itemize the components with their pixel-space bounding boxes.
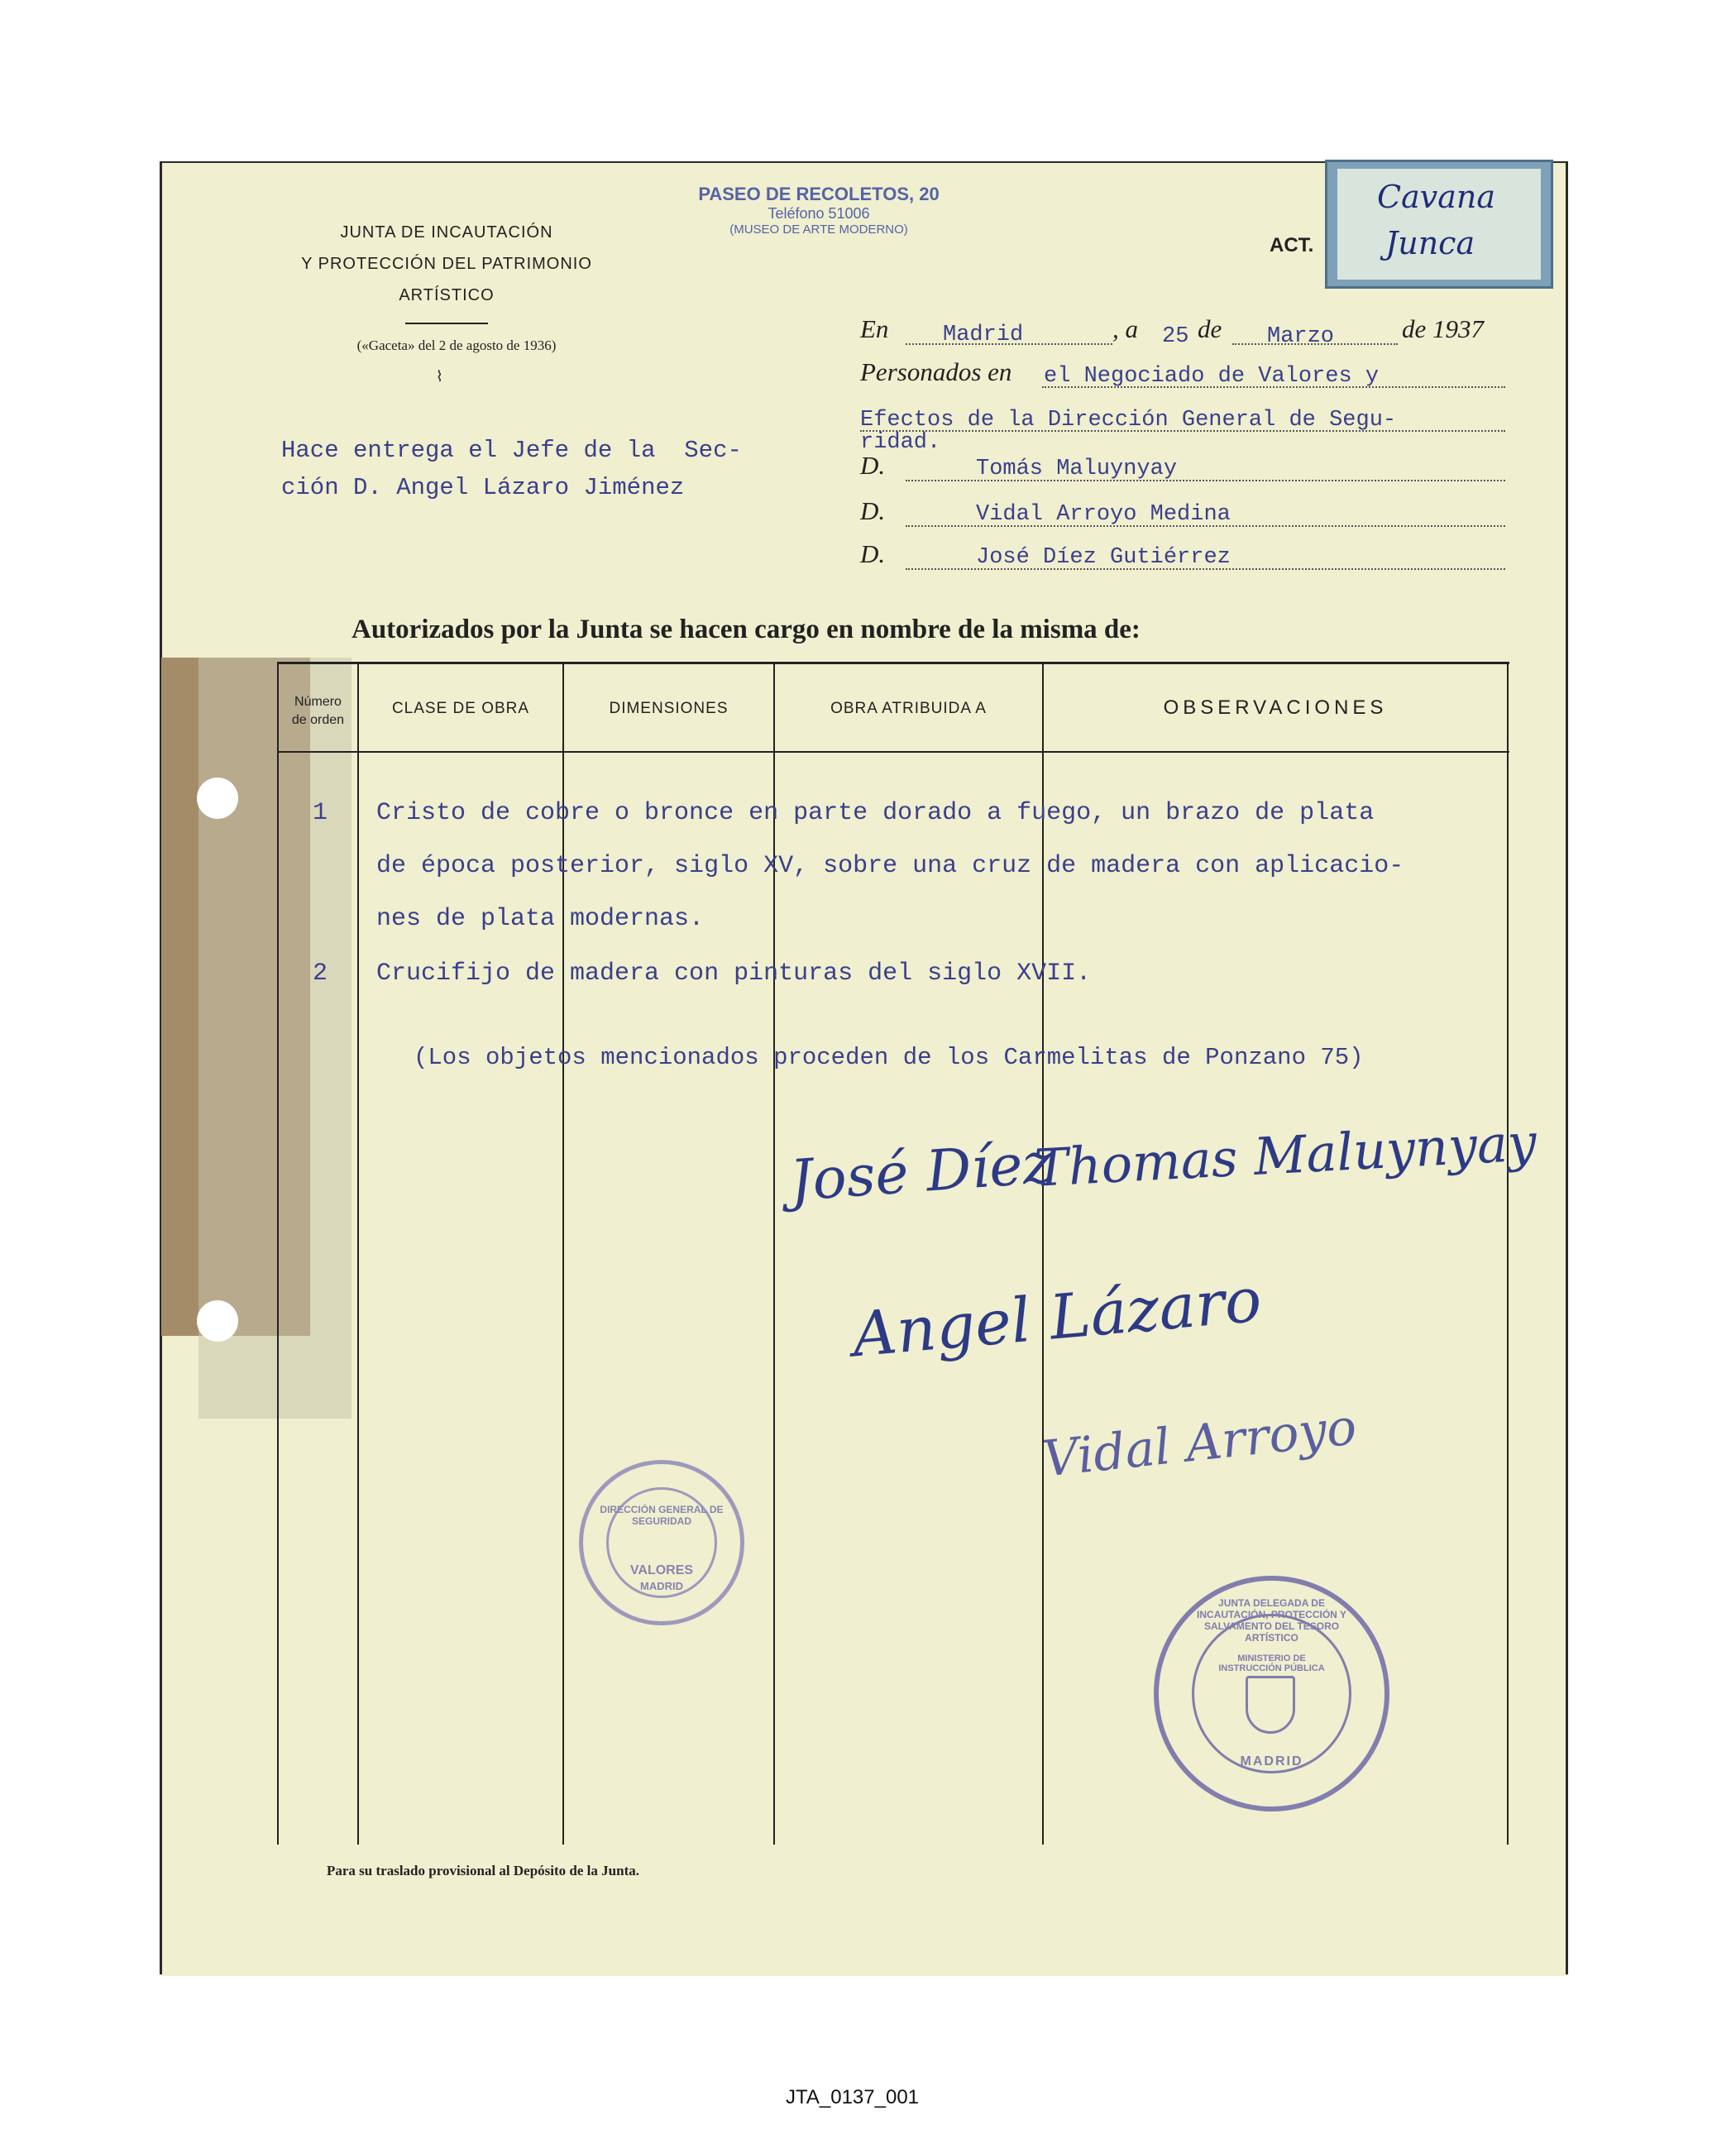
coat-of-arms-icon (1246, 1676, 1295, 1734)
personados-line-2: Efectos de la Dirección General de Segu- (860, 408, 1397, 433)
personados-label: Personados en (860, 357, 1012, 386)
date-prefix: En (860, 314, 889, 343)
table-header-border (277, 751, 1509, 753)
table-note: (Los objetos mencionados proceden de los Carmelitas de Ponzano 75) (414, 1044, 1364, 1071)
date-city: Madrid (943, 323, 1024, 347)
table-left-border (277, 662, 279, 1845)
item-1-line-3: nes de plata modernas. (376, 905, 705, 933)
personados-line-1: el Negociado de Valores y (1044, 364, 1380, 389)
address-line-3: (MUSEO DE ARTE MODERNO) (729, 223, 908, 237)
signature-vidal-arroyo: Vidal Arroyo (1040, 1398, 1360, 1489)
letterhead-rule (405, 323, 488, 324)
org-line-1: JUNTA DE INCAUTACIÓN (340, 223, 553, 242)
signature-jose-diez: José Díez (787, 1131, 1055, 1214)
act-handwriting-1: Cavana (1377, 179, 1495, 215)
punch-hole-bottom (197, 1300, 238, 1342)
junta-delegada-seal-inner-text: MINISTERIO DE INSTRUCCIÓN PÚBLICA (1218, 1653, 1325, 1673)
item-number-2: 2 (313, 960, 328, 988)
header-numero-line-1: Número (294, 695, 342, 709)
junta-delegada-seal (1154, 1576, 1389, 1811)
seguridad-seal-city: MADRID (640, 1580, 683, 1592)
item-number-1: 1 (313, 799, 328, 827)
person-name-2: Vidal Arroyo Medina (976, 502, 1231, 527)
signature-thomas-maluynyay: Thomas Maluynyay (1032, 1112, 1538, 1199)
table-col-divider-4 (1042, 662, 1044, 1845)
header-clase: CLASE DE OBRA (391, 700, 530, 717)
personados-line-3: ridad. (860, 430, 941, 455)
person-prefix-1: D. (860, 451, 886, 480)
act-handwriting-2: Junca (1385, 225, 1475, 261)
table-col-divider-3 (773, 662, 775, 1845)
entrega-line-1: Hace entrega el Jefe de la Sec- (281, 437, 742, 464)
seguridad-seal (579, 1460, 744, 1625)
image-caption: JTA_0137_001 (786, 2086, 920, 2108)
item-1-line-2: de época posterior, siglo XV, sobre una cruz de madera con aplicacio- (376, 852, 1404, 880)
punch-hole-top (197, 778, 238, 819)
header-numero-line-2: de orden (291, 713, 345, 727)
revenue-stamp (1325, 160, 1553, 289)
person-prefix-3: D. (860, 539, 886, 568)
date-year: de 1937 (1402, 314, 1485, 343)
header-observaciones: OBSERVACIONES (1163, 696, 1388, 719)
header-dimensiones: DIMENSIONES (609, 700, 729, 717)
header-atribuida: OBRA ATRIBUIDA A (830, 700, 987, 717)
item-2-line-1: Crucifijo de madera con pinturas del siglo XVII. (376, 960, 1092, 988)
gaceta-reference: («Gaceta» del 2 de agosto de 1936) (356, 337, 557, 353)
seguridad-seal-bottom: VALORES (629, 1563, 694, 1577)
junta-delegada-seal-ring-text: JUNTA DELEGADA DE INCAUTACIÓN, PROTECCIÓN Y SALVAMENTO DEL TESORO ARTÍSTICO (1197, 1597, 1346, 1644)
header-numero (279, 693, 357, 730)
item-1-line-1: Cristo de cobre o bronce en parte dorado a fuego, un brazo de plata (376, 799, 1375, 827)
person-prefix-2: D. (860, 496, 886, 525)
signature-angel-lazaro: Angel Lázaro (849, 1264, 1265, 1371)
act-label: ACT. (1270, 234, 1314, 256)
org-line-3: ARTÍSTICO (399, 286, 495, 304)
letterhead (265, 217, 629, 311)
person-name-1: Tomás Maluynyay (976, 457, 1178, 481)
table-heading: Autorizados por la Junta se hacen cargo en nombre de la misma de: (352, 615, 1141, 644)
address-line-2: Teléfono 51006 (768, 205, 870, 222)
junta-delegada-seal-city: MADRID (1240, 1754, 1303, 1768)
table-col-divider-2 (562, 662, 564, 1845)
date-de: de (1198, 314, 1222, 343)
address-line-1: PASEO DE RECOLETOS, 20 (698, 184, 940, 204)
seguridad-seal-ring-text: DIRECCIÓN GENERAL DE SEGURIDAD (600, 1504, 724, 1527)
date-a: , a (1112, 314, 1138, 343)
entrega-line-2: ción D. Angel Lázaro Jiménez (281, 474, 685, 501)
date-month: Marzo (1267, 324, 1335, 349)
table-col-divider-1 (357, 662, 359, 1845)
ornament-icon: ⌇ (436, 368, 443, 385)
footer-note: Para su traslado provisional al Depósito de la Junta. (327, 1863, 639, 1878)
paper-right-edge (1566, 161, 1568, 1974)
date-day: 25 (1162, 324, 1189, 349)
person-name-3: José Díez Gutiérrez (976, 545, 1231, 570)
address-stamp (678, 184, 959, 237)
table-right-border (1507, 662, 1509, 1845)
org-line-2: Y PROTECCIÓN DEL PATRIMONIO (301, 255, 592, 273)
table-top-border (277, 662, 1509, 664)
